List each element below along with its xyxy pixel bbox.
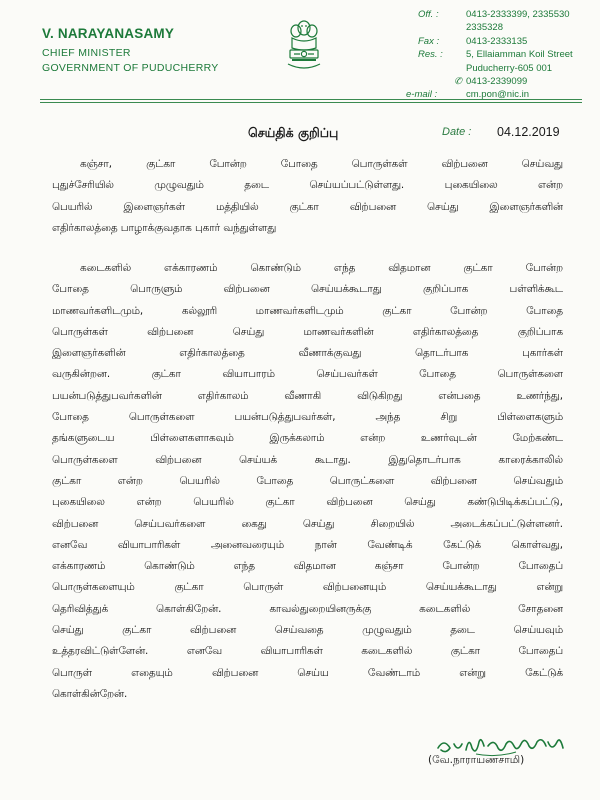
contact-value: Puducherry-605 001 <box>466 62 553 74</box>
contact-row <box>418 62 573 75</box>
contact-label <box>418 21 466 34</box>
contact-value: 5, Ellaiamman Koil Street <box>466 49 573 61</box>
signatory-name: (வே.நாராயணசாமி) <box>428 754 525 766</box>
text-line: வருகின்றன. குட்கா வியாபாரம் செய்பவர்கள் போதை பொருள்களை <box>52 368 563 381</box>
contact-row <box>418 35 573 48</box>
text-line: கஞ்சா, குட்கா போன்ற போதை பொருள்கள் விற்பனை செய்வது <box>80 158 563 170</box>
contact-label: e-mail : <box>406 89 438 101</box>
text-line: கடைகளில் எக்காரணம் கொண்டும் எந்த விதமான குட்கா போன்ற <box>80 262 563 274</box>
contact-value: 2335328 <box>466 22 503 34</box>
text-line: இளைஞர்களின் எதிர்காலத்தை வீணாக்குவது தொடர்பாக புகார்கள் <box>52 347 563 360</box>
text-line: போதை பொருளும் விற்பனை செய்யக்கூடாது குறிப்பாக பள்ளிக்கூட <box>52 283 563 296</box>
paragraph-2 <box>52 258 563 705</box>
text-line: குட்கா என்ற பெயரில் போதை பொருட்களை விற்பனை செய்வதும் <box>52 474 563 487</box>
sender-name: V. NARAYANASAMY <box>42 26 175 41</box>
state-emblem-icon <box>282 14 326 80</box>
text-line: விற்பனை செய்பவர்களை கைது செய்து சிறையில் அடைக்கப்பட்டுள்ளனர். <box>52 517 563 530</box>
contact-value: 0413-2333399, 2335530 <box>466 9 570 20</box>
letterhead-divider <box>40 102 582 103</box>
contact-value: 0413-2333135 <box>466 35 528 47</box>
text-line: எனவே வியாபாரிகள் அனைவரையும் நான் வேண்டிக் கேட்டுக் கொள்வது, <box>52 538 563 551</box>
text-line: தெரிவித்துக் கொள்கிறேன். காவல்துறையினருக்கு கடைகளில் சோதனை <box>52 602 563 615</box>
contact-value: 0413-2339099 <box>466 76 528 88</box>
sender-government: GOVERNMENT OF PUDUCHERRY <box>42 62 219 74</box>
text-line: பொருள்களையும் குட்கா பொருள் விற்பனையும் செய்யக்கூடாது என்று <box>52 581 563 594</box>
letterhead-divider <box>40 99 582 100</box>
text-line: எக்காரணம் கொண்டும் எந்த விதமான கஞ்சா போன்ற போதைப் <box>52 560 563 573</box>
email-value: cm.pon@nic.in <box>466 89 529 101</box>
text-line: கொள்கின்றேன். <box>52 687 128 700</box>
contact-label: Fax : <box>418 35 440 47</box>
text-line: பயன்படுத்துபவர்களின் எதிர்காலம் வீணாகி விடுகிறது என்பதை உணர்ந்து, <box>52 389 563 402</box>
text-line: உத்தரவிட்டுள்ளேன். எனவே வியாபாரிகள் கடைகளில் குட்கா போதைப் <box>52 645 563 658</box>
contact-block <box>406 8 573 102</box>
date-label: Date : <box>442 126 472 138</box>
text-line: பொருள் எதையும் விற்பனை செய்ய வேண்டாம் என்று கேட்டுக் <box>52 666 563 679</box>
document-heading: செய்திக் குறிப்பு <box>248 125 339 140</box>
contact-label: Off. : <box>418 9 439 20</box>
date-value: 04.12.2019 <box>497 125 560 139</box>
contact-row <box>418 75 573 88</box>
phone-icon: ✆ <box>454 76 462 88</box>
contact-row <box>418 48 573 61</box>
text-line: எதிர்காலத்தை பாழாக்குவதாக புகார் வந்துள்ளது <box>52 221 277 234</box>
text-line: பொருள்கள் விற்பனை செய்து மாணவர்களின் எதிர்காலத்தை குறிப்பாக <box>52 325 563 338</box>
text-line: பெயரில் இளைஞர்கள் மத்தியில் குட்கா விற்பனை செய்து இளைஞர்களின் <box>52 200 563 213</box>
contact-row <box>418 21 573 34</box>
text-line: தங்களுடைய பிள்ளைகளாகவும் இருக்கலாம் என்ற உணர்வுடன் மேற்கண்ட <box>52 432 563 445</box>
text-line: புகையிலை என்ற பெயரில் குட்கா விற்பனை செய்து கண்டுபிடிக்கப்பட்டு, <box>52 496 563 509</box>
text-line: புதுச்சேரியில் முழுவதும் தடை செய்யப்பட்டுள்ளது. புகையிலை என்ற <box>52 179 563 192</box>
contact-label: Res. : <box>418 49 443 61</box>
text-line: மாணவர்களிடமும், கல்லூரி மாணவர்களிடமும் குட்கா போன்ற போதை <box>52 304 563 317</box>
text-line: செய்து குட்கா விற்பனை செய்வதை முழுவதும் தடை செய்யவும் <box>52 624 563 637</box>
text-line: போதை பொருள்களை பயன்படுத்துபவர்கள், அந்த சிறு பிள்ளைகளும் <box>52 411 563 424</box>
sender-title: CHIEF MINISTER <box>42 47 131 59</box>
paragraph-1 <box>52 154 563 239</box>
contact-label <box>418 62 466 75</box>
contact-row <box>418 8 573 21</box>
text-line: பொருள்களை விற்பனை செய்யக் கூடாது. இதுதொடர்பாக காரைக்காலில் <box>52 453 563 466</box>
